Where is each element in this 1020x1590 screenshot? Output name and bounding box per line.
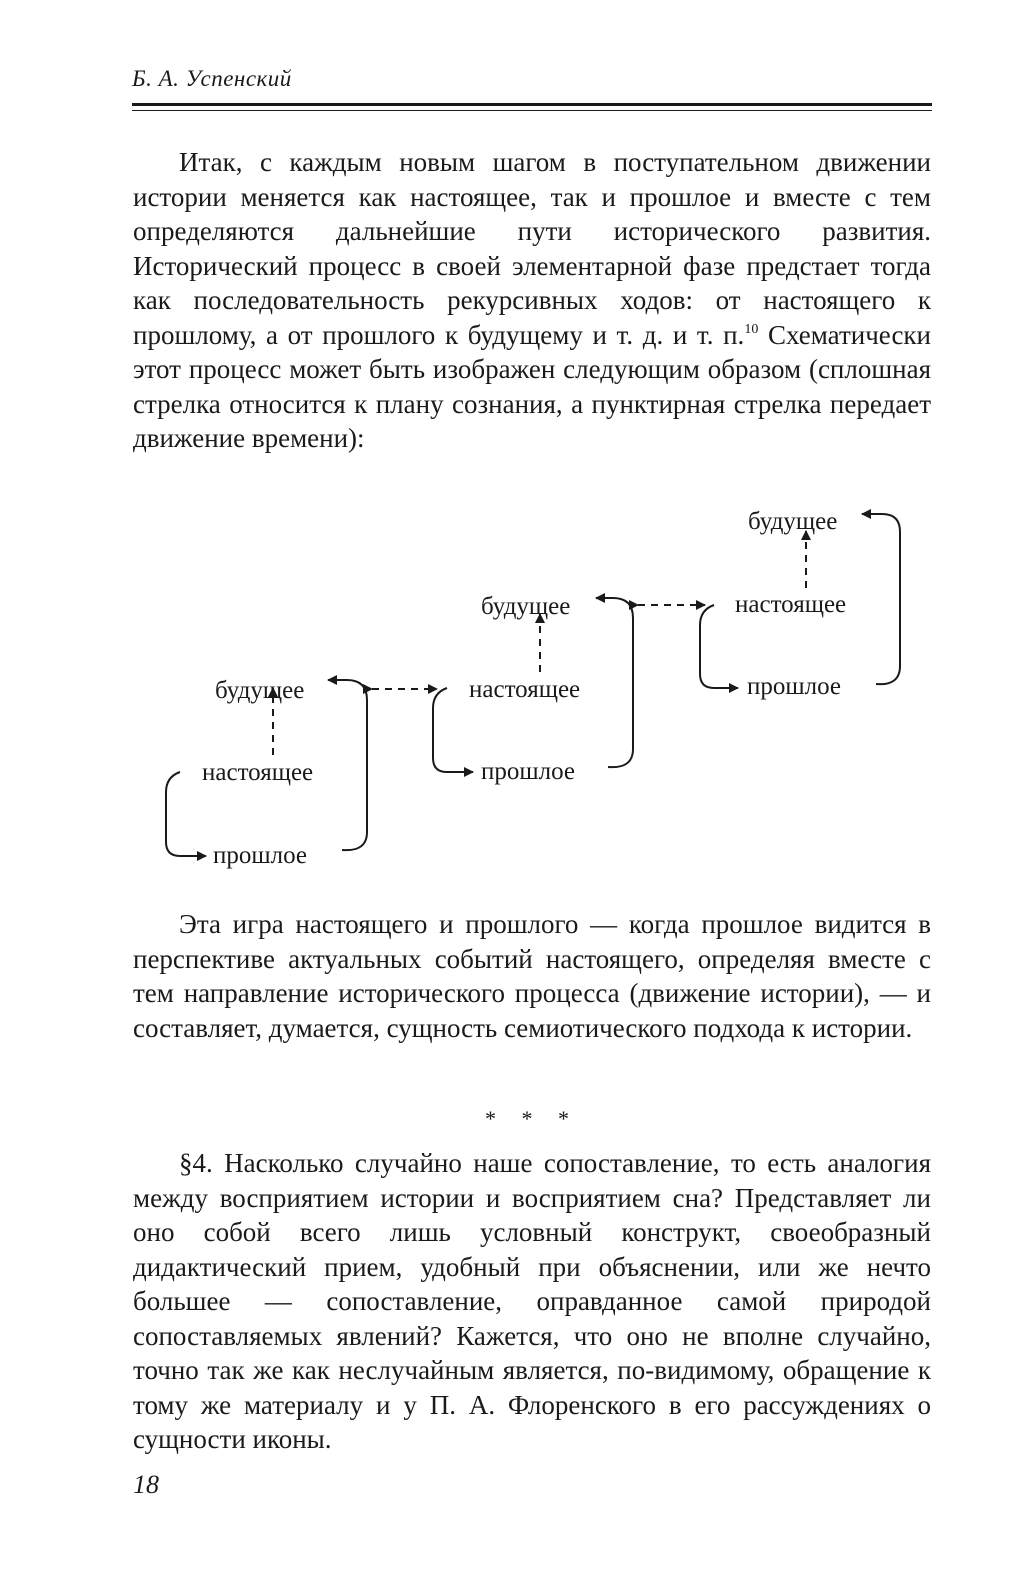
step3-present-label: настоящее — [735, 591, 847, 618]
step2-future-label: будущее — [481, 593, 571, 620]
step1-present-label: настоящее — [202, 759, 314, 786]
step3-past-label: прошлое — [747, 673, 842, 700]
step3-past-to-future-arrow — [862, 514, 900, 684]
running-head: Б. А. Успенский — [132, 66, 292, 91]
step2-present-label: настоящее — [469, 676, 581, 703]
step3-future-label: будущее — [748, 508, 838, 535]
paragraph-3: §4. Насколько случайно наше сопоставление, то есть аналогия между восприятием истории и восприятием сна? Представляет ли оно собой всего лишь условный конструкт, своеобразный дидактический прием, удобный при объяснении, или же нечто большее — сопоставление, оправданное самой природой сопоставляемых явлений? Кажется, что оно не вполне случайно, точно так же как неслучайным является, по-видимому, обращение к тому же материалу и у П. А. Флоренского в его рассуждениях о сущности иконы. — [133, 1148, 931, 1454]
paragraph-1-text: Итак, с каждым новым шагом в поступательном движении истории меняется как настоящее, так и прошлое и вместе с тем определяются дальнейшие пути исторического развития. Исторический процесс в своей элементарной фазе предстает тогда как последовательность рекурсивных ходов: от настоящего к прошлому, а от прошлого к будущему и т. д. и т. п. — [133, 147, 931, 350]
section-separator: * * * — [485, 1106, 579, 1131]
step1-past-to-future-arrow — [328, 680, 367, 850]
step2-present-to-past-arrow — [433, 688, 473, 772]
step1-future-label: будущее — [215, 677, 305, 704]
step2-past-label: прошлое — [481, 758, 576, 785]
step3-present-to-past-arrow — [700, 605, 738, 688]
step2-past-to-future-arrow — [596, 598, 633, 767]
page-number: 18 — [133, 1470, 159, 1499]
paragraph-1-tail: Схематически этот процесс может быть изображен следующим образом (сплошная стрелка относится к плану сознания, а пунктирная стрелка передает движение времени): — [133, 319, 931, 453]
step1-present-to-past-arrow — [166, 772, 206, 856]
footnote-ref[interactable]: 10 — [744, 321, 759, 337]
step1-past-label: прошлое — [213, 842, 308, 869]
paragraph-2: Эта игра настоящего и прошлого — когда прошлое видится в перспективе актуальных событий настоящего, определяя вместе с тем направление исторического процесса (движение истории), — и составляет, думается, сущность семиотического подхода к истории. — [133, 909, 931, 1043]
